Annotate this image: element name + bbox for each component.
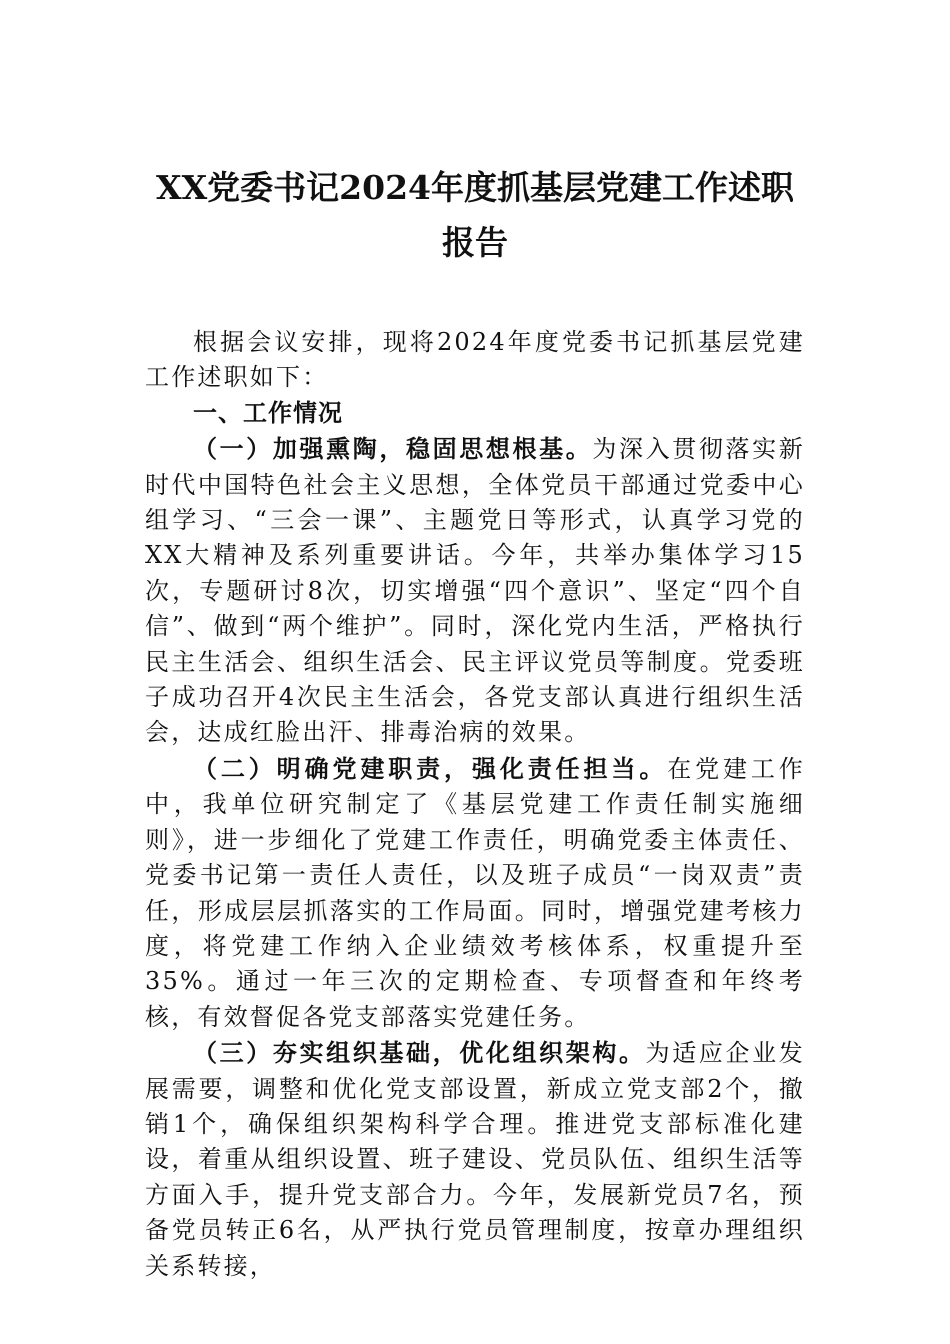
paragraph-3 — [145, 1035, 805, 1284]
section-heading-work-status: 一、工作情况 — [193, 398, 343, 427]
document-body — [145, 325, 805, 1284]
paragraph-2-body: 在党建工作中，我单位研究制定了《基层党建工作责任制实施细则》，进一步细化了党建工作责任，明确党委主体责任、党委书记第一责任人责任，以及班子成员“一岗双责”责任，形成层层抓落实的工作局面。同时，增强党建考核力度，将党建工作纳入企业绩效考核体系，权重提升至35%。通过一年三次的定期检查、专项督查和年终考核，有效督促各党支部落实党建任务。 — [145, 754, 805, 1031]
paragraph-3-heading: （三）夯实组织基础，优化组织架构。 — [193, 1038, 646, 1068]
document-title: XX党委书记2024年度抓基层党建工作述职报告 — [155, 168, 795, 262]
paragraph-1-heading: （一）加强熏陶，稳固思想根基。 — [193, 434, 593, 464]
intro-paragraph: 根据会议安排，现将2024年度党委书记抓基层党建工作述职如下： — [145, 328, 805, 392]
paragraph-2 — [145, 751, 805, 1035]
paragraph-1 — [145, 431, 805, 751]
paragraph-3-body: 为适应企业发展需要，调整和优化党支部设置，新成立党支部2个，撤销1个，确保组织架构科学合理。推进党支部标准化建设，着重从组织设置、班子建设、党员队伍、组织生活等方面入手，提升党支部合力。今年，发展新党员7名，预备党员转正6名，从严执行党员管理制度，按章办理组织关系转接， — [145, 1039, 805, 1280]
paragraph-1-body: 为深入贯彻落实新时代中国特色社会主义思想，全体党员干部通过党委中心组学习、“三会一课”、主题党日等形式，认真学习党的XX大精神及系列重要讲话。今年，共举办集体学习15次，专题研讨8次，切实增强“四个意识”、坚定“四个自信”、做到“两个维护”。同时，深化党内生活，严格执行民主生活会、组织生活会、民主评议党员等制度。党委班子成功召开4次民主生活会，各党支部认真进行组织生活会，达成红脸出汗、排毒治病的效果。 — [145, 435, 805, 747]
paragraph-2-heading: （二）明确党建职责，强化责任担当。 — [193, 753, 668, 783]
